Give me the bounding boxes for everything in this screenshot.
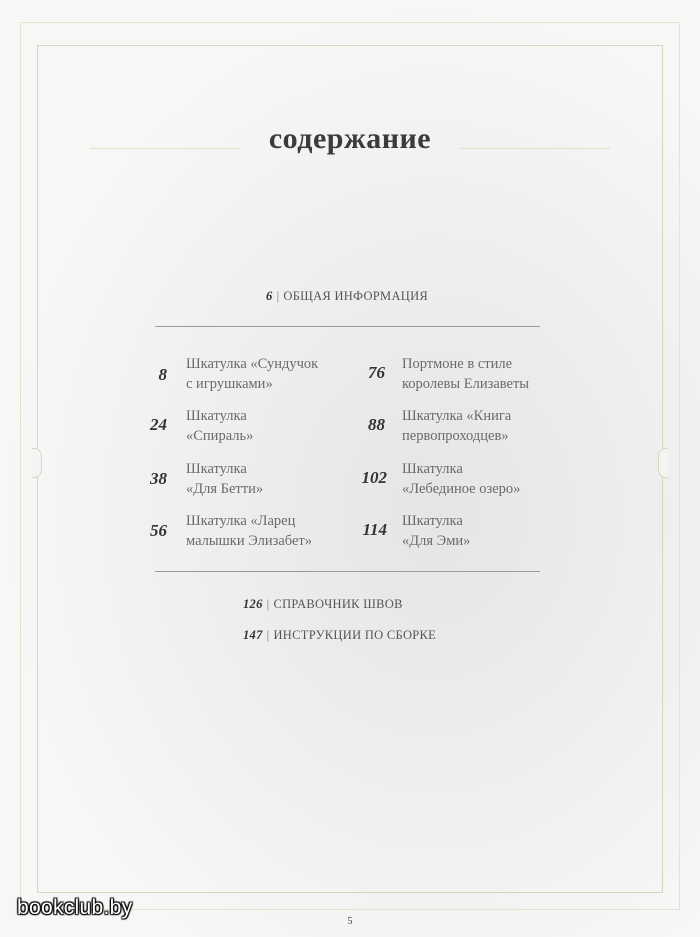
toc-item-title (402, 511, 470, 551)
frame-notch-right (658, 448, 668, 478)
toc-item-page: 88 (368, 415, 385, 434)
toc-item-title (402, 459, 520, 499)
toc-general-entry (266, 289, 428, 304)
toc-item-line: «Для Эми» (402, 533, 471, 549)
toc-item-title (186, 406, 253, 446)
toc-appendix-page: 147 (243, 628, 263, 642)
toc-item-page: 114 (362, 520, 387, 539)
toc-item-line: королевы Елизаветы (402, 376, 530, 392)
watermark: bookclub.by (17, 896, 133, 919)
toc-item-line: с игрушками» (186, 376, 273, 392)
toc-appendix-page: 126 (243, 597, 263, 611)
toc-item-line: «Лебединое озеро» (402, 481, 521, 497)
toc-item-title (402, 354, 529, 394)
toc-item-title (186, 459, 263, 499)
separator: | (276, 289, 280, 303)
toc-appendix-label: ИНСТРУКЦИИ ПО СБОРКЕ (273, 628, 437, 642)
toc-item-title (402, 406, 511, 446)
toc-appendix-entry (243, 628, 436, 643)
toc-item-page: 8 (158, 365, 167, 384)
page-title: содержание (268, 122, 432, 155)
toc-item-line: первопроходцев» (402, 428, 509, 444)
toc-item-line: Шкатулка (186, 408, 247, 424)
toc-item-line: Шкатулка (402, 461, 463, 477)
toc-item-line: Шкатулка (186, 461, 247, 477)
divider-top (155, 326, 540, 327)
toc-item-line: «Для Бетти» (186, 481, 264, 497)
toc-item-line: Шкатулка «Сундучок (186, 356, 319, 372)
separator: | (266, 597, 270, 611)
toc-item-line: Шкатулка «Книга (402, 408, 512, 424)
toc-item-page: 38 (150, 469, 167, 488)
toc-appendix-entry (243, 597, 403, 612)
divider-bottom (155, 571, 540, 572)
toc-appendix-label: СПРАВОЧНИК ШВОВ (273, 597, 403, 611)
toc-item-line: Шкатулка (402, 513, 463, 529)
toc-item-line: «Спираль» (186, 428, 254, 444)
toc-general-page: 6 (266, 289, 273, 303)
toc-item-line: Шкатулка «Ларец (186, 513, 296, 529)
toc-item-page: 102 (361, 468, 387, 487)
toc-item-line: малышки Элизабет» (186, 533, 312, 549)
toc-item-line: Портмоне в стиле (402, 356, 513, 372)
toc-item-page: 24 (150, 415, 167, 434)
frame-notch-left (32, 448, 42, 478)
toc-item-title (186, 354, 318, 394)
page-number: 5 (347, 916, 353, 927)
toc-item-page: 76 (368, 363, 385, 382)
toc-general-label: ОБЩАЯ ИНФОРМАЦИЯ (283, 289, 429, 303)
toc-item-page: 56 (150, 521, 167, 540)
separator: | (266, 628, 270, 642)
toc-item-title (186, 511, 312, 551)
